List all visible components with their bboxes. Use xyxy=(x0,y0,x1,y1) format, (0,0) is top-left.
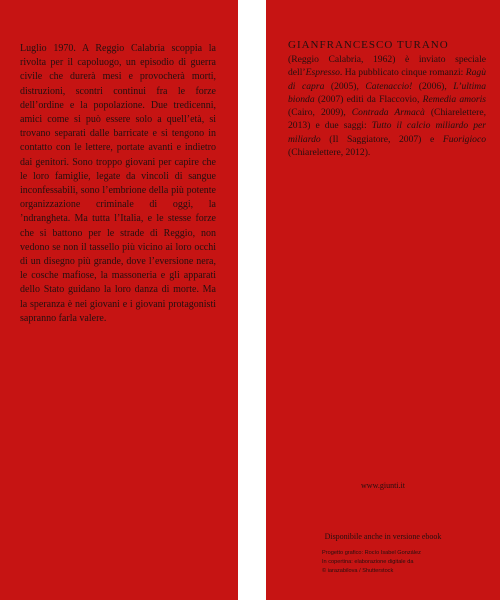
bio-intro: (Reggio Calabria, 1962) è inviato speciale dell’ xyxy=(288,54,486,79)
bio-essay-1: Tutto il calcio miliardo per miliardo xyxy=(288,120,486,145)
author-bio xyxy=(288,53,486,159)
bio-novel-1: Ragù di capra xyxy=(288,67,486,92)
bio-novel-3: L’ultima bionda xyxy=(288,80,486,105)
bio-year-2: (2006), xyxy=(412,80,454,92)
right-flap xyxy=(266,0,500,600)
credit-line: © iarazabilova / Shutterstock xyxy=(322,568,394,574)
author-name: GIANFRANCESCO TURANO xyxy=(288,39,449,51)
credit-line: Progetto grafico: Rocío Isabel González xyxy=(322,550,421,556)
left-flap xyxy=(0,0,238,600)
bio-year-7: (Chiarelettere, 2012). xyxy=(288,147,371,159)
bio-novel-5: Contrada Armacà xyxy=(351,107,425,119)
bio-year-1: (2005), xyxy=(324,80,366,92)
bio-year-5: (Chiarelettere, 2013) e due saggi: xyxy=(288,107,486,132)
bio-year-6: (Il Saggiatore, 2007) e xyxy=(320,133,443,145)
bio-year-3: (2007) editi da Flaccovio, xyxy=(314,93,423,105)
publisher-website: www.giunti.it xyxy=(361,481,405,490)
credits xyxy=(322,549,492,576)
bio-novel-2: Catenaccio! xyxy=(365,80,413,92)
credit-line: In copertina: elaborazione digitale da xyxy=(322,559,414,565)
bio-essay-2: Fuorigioco xyxy=(442,133,486,145)
ebook-note: Disponibile anche in versione ebook xyxy=(324,532,442,541)
bio-published: . Ha pubblicato cinque romanzi: xyxy=(339,67,466,79)
flap-synopsis: Luglio 1970. A Reggio Calabria scoppia la rivolta per il capoluogo, un episodio di guerra civile che durerà mesi e provocherà morti, distruzioni, scontri continui fra le forze dell’ordine e la popolazione. Due tredicenni, amici come si può essere solo a quell’età, si trovano separati dalle barricate e si tengono in contatto con le lettere, portate avanti e indietro dai genitori. Sono troppo giovani per capire che le loro famiglie, legate da vincoli di sangue inconfessabili, sono l’embrione della più potente organizzazione criminale di oggi, la ’ndrangheta. Ma tutta l’Italia, e le stesse forze che si battono per le strade di Reggio, non vedono se non il tassello più vicino ai loro occhi di un disegno più grande, dove l’eversione nera, le cosche mafiose, la massoneria e gli apparati dello Stato guidano la loro danza di morte. Ma la speranza è nei giovani e i giovani protagonisti sapranno farla valere. xyxy=(20,43,216,324)
bio-year-4: (Cairo, 2009), xyxy=(288,107,352,119)
bio-novel-4: Remedia amoris xyxy=(422,93,486,105)
bio-magazine: Espresso xyxy=(305,67,340,79)
